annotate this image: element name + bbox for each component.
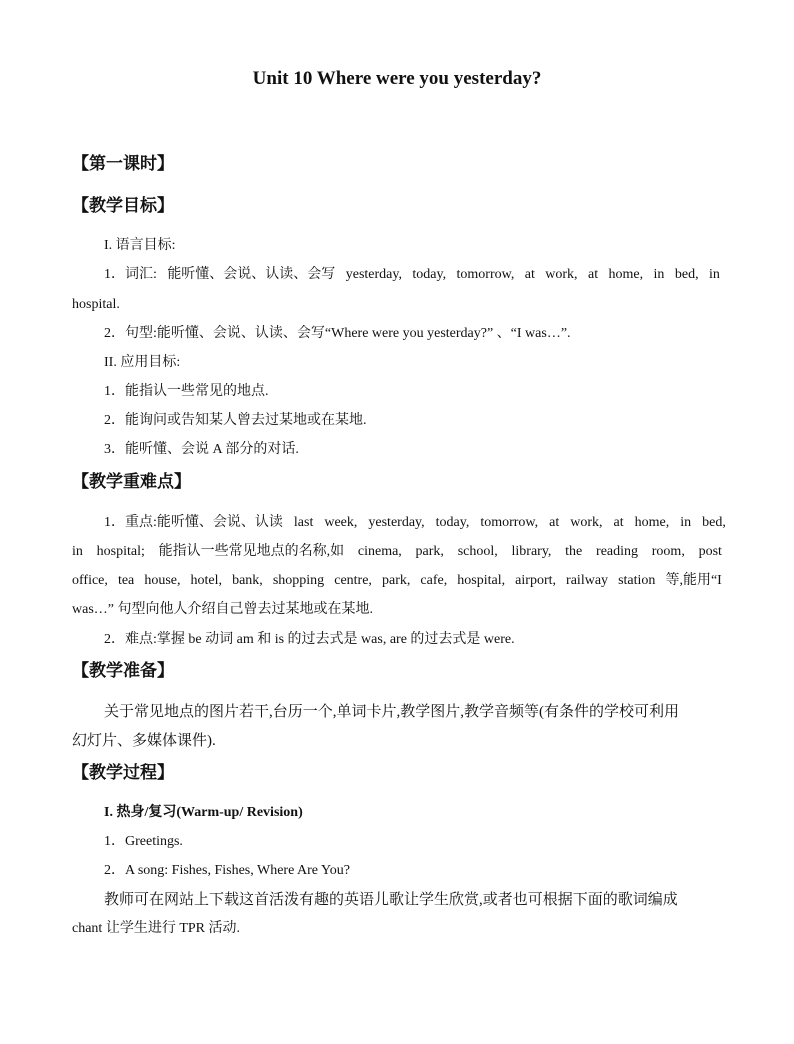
heading-objectives: 【教学目标】 [72,196,174,215]
key-point-word: room, [651,544,685,559]
key-point-word: today, [435,515,470,530]
key-point-word: house, [144,573,181,588]
process-paragraph-line-2: chant 让学生进行 TPR 活动. [72,921,240,936]
key-point-word: cafe, [420,573,448,588]
vocab-part: tomorrow, [456,267,515,282]
vocab-part: at [524,267,535,282]
key-point-word: school, [457,544,498,559]
key-point-word: hospital; [96,544,145,559]
vocab-part: bed, [674,267,699,282]
language-objectives-title: I. 语言目标: [104,238,176,253]
sentence-pattern: 2．句型:能听懂、会说、认读、会写“Where were you yesterday?” 、“I was…”. [104,326,571,341]
key-point-word: 能指认一些常见地点的名称,如 [158,544,345,559]
key-point-word: tomorrow, [480,515,539,530]
key-point-word: yesterday, [368,515,425,530]
heading-period: 【第一课时】 [72,154,174,173]
key-point-word: at [613,515,624,530]
heading-process: 【教学过程】 [72,763,174,782]
process-item-1: 1．Greetings. [104,834,183,849]
key-point-word: last [293,515,314,530]
application-item-3: 3．能听懂、会说 A 部分的对话. [104,442,299,457]
difficult-point: 2．难点:掌握 be 动词 am 和 is 的过去式是 was, are 的过去式是 were. [104,632,515,647]
key-point-word: park, [415,544,444,559]
key-points-line-1 [104,514,726,532]
key-point-word: 1．重点:能听懂、会说、认读 [104,515,283,530]
key-point-word: bank, [232,573,263,588]
key-point-word: 等,能用“I [665,573,722,588]
key-point-word: office, [72,573,108,588]
key-point-word: hotel, [190,573,223,588]
vocab-part: today, [412,267,447,282]
key-point-word: station [618,573,656,588]
vocab-part: in [709,267,720,282]
key-point-word: shopping [272,573,325,588]
key-point-word: home, [634,515,670,530]
page-title: Unit 10 Where were you yesterday? [252,68,542,89]
key-point-word: park, [381,573,411,588]
key-point-word: bed, [702,515,726,530]
key-point-word: centre, [334,573,372,588]
application-item-1: 1．能指认一些常见的地点. [104,384,269,399]
key-point-word: cinema, [357,544,402,559]
preparation-line-2: 幻灯片、多媒体课件). [72,733,216,749]
key-point-word: post [698,544,722,559]
key-point-word: week, [324,515,358,530]
key-point-word: library, [511,544,552,559]
vocab-part: 能听懂、会说、认读、会写 [167,267,336,282]
application-item-2: 2．能询问或告知某人曾去过某地或在某地. [104,413,367,428]
vocab-part: in [653,267,665,282]
vocab-part: yesterday, [345,267,402,282]
preparation-line-1: 关于常见地点的图片若干,台历一个,单词卡片,教学图片,教学音频等(有条件的学校可利用 [104,704,679,720]
vocab-part: at [587,267,599,282]
key-points-line-2 [72,543,722,561]
key-point-word: airport, [515,573,556,588]
key-point-word: hospital, [457,573,506,588]
heading-preparation: 【教学准备】 [72,661,174,680]
vocab-line [104,266,720,284]
vocab-part: 1．词汇: [104,267,157,282]
process-paragraph-line-1: 教师可在网站上下载这首活泼有趣的英语儿歌让学生欣赏,或者也可根据下面的歌词编成 [104,892,678,908]
heading-key-points: 【教学重难点】 [72,472,191,491]
key-point-word: the [565,544,583,559]
vocab-part: work, [545,267,578,282]
key-point-word: reading [596,544,639,559]
key-point-word: in [680,515,692,530]
application-objectives-title: II. 应用目标: [104,355,181,370]
key-point-word: in [72,544,83,559]
key-point-word: at [549,515,560,530]
key-points-line-3 [72,572,722,590]
key-point-word: railway [566,573,609,588]
key-point-word: work, [570,515,603,530]
vocab-part: home, [608,267,644,282]
key-points-line-4: was…” 句型向他人介绍自己曾去过某地或在某地. [72,602,373,617]
process-item-2: 2．A song: Fishes, Fishes, Where Are You? [104,863,350,878]
warmup-section-title: I. 热身/复习(Warm-up/ Revision) [104,805,303,820]
key-point-word: tea [117,573,135,588]
vocab-line-end: hospital. [72,297,120,312]
